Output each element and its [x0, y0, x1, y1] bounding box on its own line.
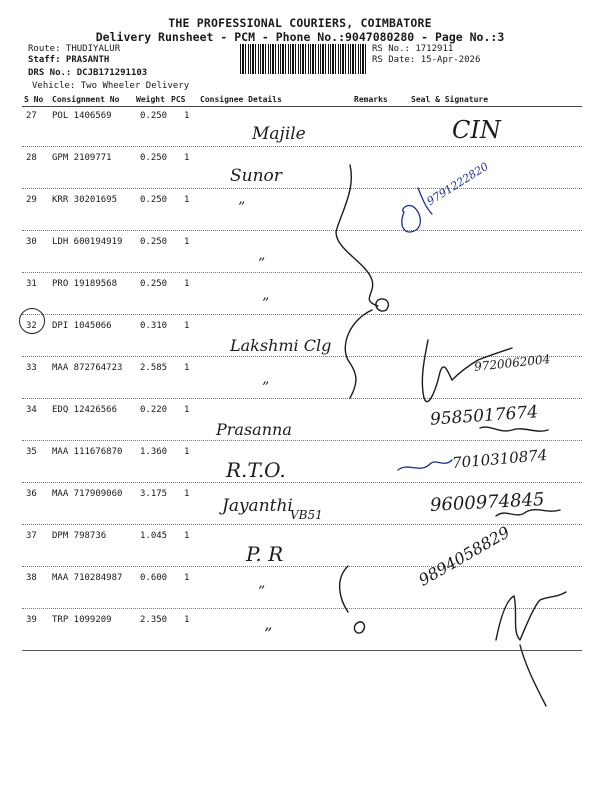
- row-pcs: 1: [184, 279, 190, 289]
- table-row: [0, 190, 600, 232]
- vehicle-label: Vehicle: Two Wheeler Delivery: [32, 81, 190, 91]
- row-divider: [22, 188, 582, 189]
- route-info: [28, 44, 189, 92]
- row-divider: [22, 650, 582, 651]
- row-weight: 1.045: [140, 531, 168, 541]
- row-divider: [22, 272, 582, 273]
- handwritten-vb: VB51: [290, 508, 323, 522]
- row-sno: 39: [26, 615, 37, 625]
- col-consignee: Consignee Details: [200, 95, 282, 104]
- handwritten-prasanna: Prasanna: [216, 420, 292, 439]
- drs-label: DRS No.: DCJB171291103: [28, 68, 148, 78]
- handwritten-jayanthi: Jayanthi: [222, 496, 293, 516]
- signature-stroke: [520, 645, 546, 706]
- row-pcs: 1: [184, 573, 190, 583]
- handwritten-rto: R.T.O.: [226, 458, 286, 482]
- handwritten-majile: Majile: [252, 124, 306, 144]
- row-pcs: 1: [184, 489, 190, 499]
- table-row: [0, 568, 600, 610]
- handwritten-ditto: ”: [262, 380, 270, 396]
- row-weight: 0.220: [140, 405, 168, 415]
- row-sno: 34: [26, 405, 37, 415]
- rs-date: RS Date: 15-Apr-2026: [372, 55, 481, 65]
- handwritten-phone-1: 9720062004: [473, 352, 551, 374]
- route-label: Route: THUDIYALUR: [28, 44, 121, 54]
- row-sno: 33: [26, 363, 37, 373]
- row-consignment: DPM 798736: [52, 531, 107, 541]
- row-consignment: EDQ 12426566: [52, 405, 118, 415]
- row-consignment: MAA 717909060: [52, 489, 123, 499]
- row-consignment: MAA 111676870: [52, 447, 123, 457]
- row-divider: [22, 230, 582, 231]
- row-divider: [22, 314, 582, 315]
- handwritten-phone-2: 9585017674: [429, 402, 539, 430]
- row-pcs: 1: [184, 111, 190, 121]
- col-signature: Seal & Signature: [411, 95, 489, 104]
- barcode: [240, 44, 366, 74]
- row-sno: 29: [26, 195, 37, 205]
- col-remarks: Remarks: [354, 95, 388, 104]
- row-pcs: 1: [184, 195, 190, 205]
- row-sno: 27: [26, 111, 37, 121]
- row-divider: [22, 440, 582, 441]
- row-weight: 2.350: [140, 615, 168, 625]
- col-sno: S No: [24, 95, 44, 104]
- row-weight: 2.585: [140, 363, 168, 373]
- row-weight: 0.250: [140, 195, 168, 205]
- handwritten-phone-4: 9600974845: [429, 489, 546, 516]
- row-divider: [22, 566, 582, 567]
- handwritten-phone-3: 7010310874: [451, 445, 549, 473]
- row-weight: 0.600: [140, 573, 168, 583]
- row-consignment: GPM 2109771: [52, 153, 112, 163]
- table-header: [0, 94, 600, 106]
- row-consignment: MAA 872764723: [52, 363, 123, 373]
- row-sno: 30: [26, 237, 37, 247]
- row-consignment: KRR 30201695: [52, 195, 118, 205]
- row-pcs: 1: [184, 405, 190, 415]
- row-sno: 28: [26, 153, 37, 163]
- handwritten-blue-number: 9791222820: [424, 159, 491, 209]
- row-pcs: 1: [184, 531, 190, 541]
- row-pcs: 1: [184, 447, 190, 457]
- col-pcs: PCS: [171, 95, 186, 104]
- table-row: [0, 148, 600, 190]
- row-32-circle-mark: [19, 308, 45, 334]
- row-sno: 32: [26, 321, 37, 331]
- row-divider: [22, 398, 582, 399]
- row-sno: 35: [26, 447, 37, 457]
- col-weight: Weight: [136, 95, 165, 104]
- row-pcs: 1: [184, 363, 190, 373]
- rs-number: RS No.: 1712911: [372, 44, 454, 54]
- handwritten-lakshmi: Lakshmi Clg: [230, 336, 332, 355]
- company-title: THE PROFESSIONAL COURIERS, COIMBATORE: [168, 16, 432, 30]
- row-consignment: MAA 710284987: [52, 573, 123, 583]
- row-pcs: 1: [184, 321, 190, 331]
- row-weight: 0.250: [140, 279, 168, 289]
- row-weight: 3.175: [140, 489, 168, 499]
- table-row: [0, 526, 600, 568]
- handwritten-ditto: ”: [258, 256, 266, 272]
- row-sno: 36: [26, 489, 37, 499]
- row-divider: [22, 146, 582, 147]
- row-sno: 31: [26, 279, 37, 289]
- row-divider: [22, 482, 582, 483]
- row-divider: [22, 608, 582, 609]
- row-consignment: LDH 600194919: [52, 237, 123, 247]
- row-weight: 0.310: [140, 321, 168, 331]
- row-consignment: TRP 1099209: [52, 615, 112, 625]
- row-sno: 38: [26, 573, 37, 583]
- staff-label: Staff: PRASANTH: [28, 55, 110, 65]
- row-pcs: 1: [184, 615, 190, 625]
- table-row: [0, 274, 600, 316]
- runsheet-subtitle: Delivery Runsheet - PCM - Phone No.:9047080280 - Page No.:3: [95, 30, 505, 44]
- handwritten-sunor: Sunor: [230, 166, 282, 186]
- row-consignment: DPI 1045066: [52, 321, 112, 331]
- row-pcs: 1: [184, 153, 190, 163]
- handwritten-phone-5: 9894058829: [415, 522, 513, 590]
- row-consignment: PRO 19189568: [52, 279, 118, 289]
- handwritten-ditto: ”: [238, 200, 246, 216]
- handwritten-cin: CIN: [452, 116, 501, 144]
- col-consignment: Consignment No: [52, 95, 120, 104]
- handwritten-ditto: ”: [264, 624, 273, 643]
- row-weight: 0.250: [140, 153, 168, 163]
- table-row: [0, 610, 600, 652]
- row-pcs: 1: [184, 237, 190, 247]
- table-row: [0, 232, 600, 274]
- row-consignment: POL 1406569: [52, 111, 112, 121]
- handwritten-pr: P. R: [246, 542, 284, 566]
- row-sno: 37: [26, 531, 37, 541]
- row-weight: 1.360: [140, 447, 168, 457]
- row-weight: 0.250: [140, 111, 168, 121]
- row-weight: 0.250: [140, 237, 168, 247]
- handwritten-ditto: ”: [262, 296, 270, 312]
- rs-info: [372, 44, 480, 66]
- handwritten-ditto: ”: [258, 584, 266, 600]
